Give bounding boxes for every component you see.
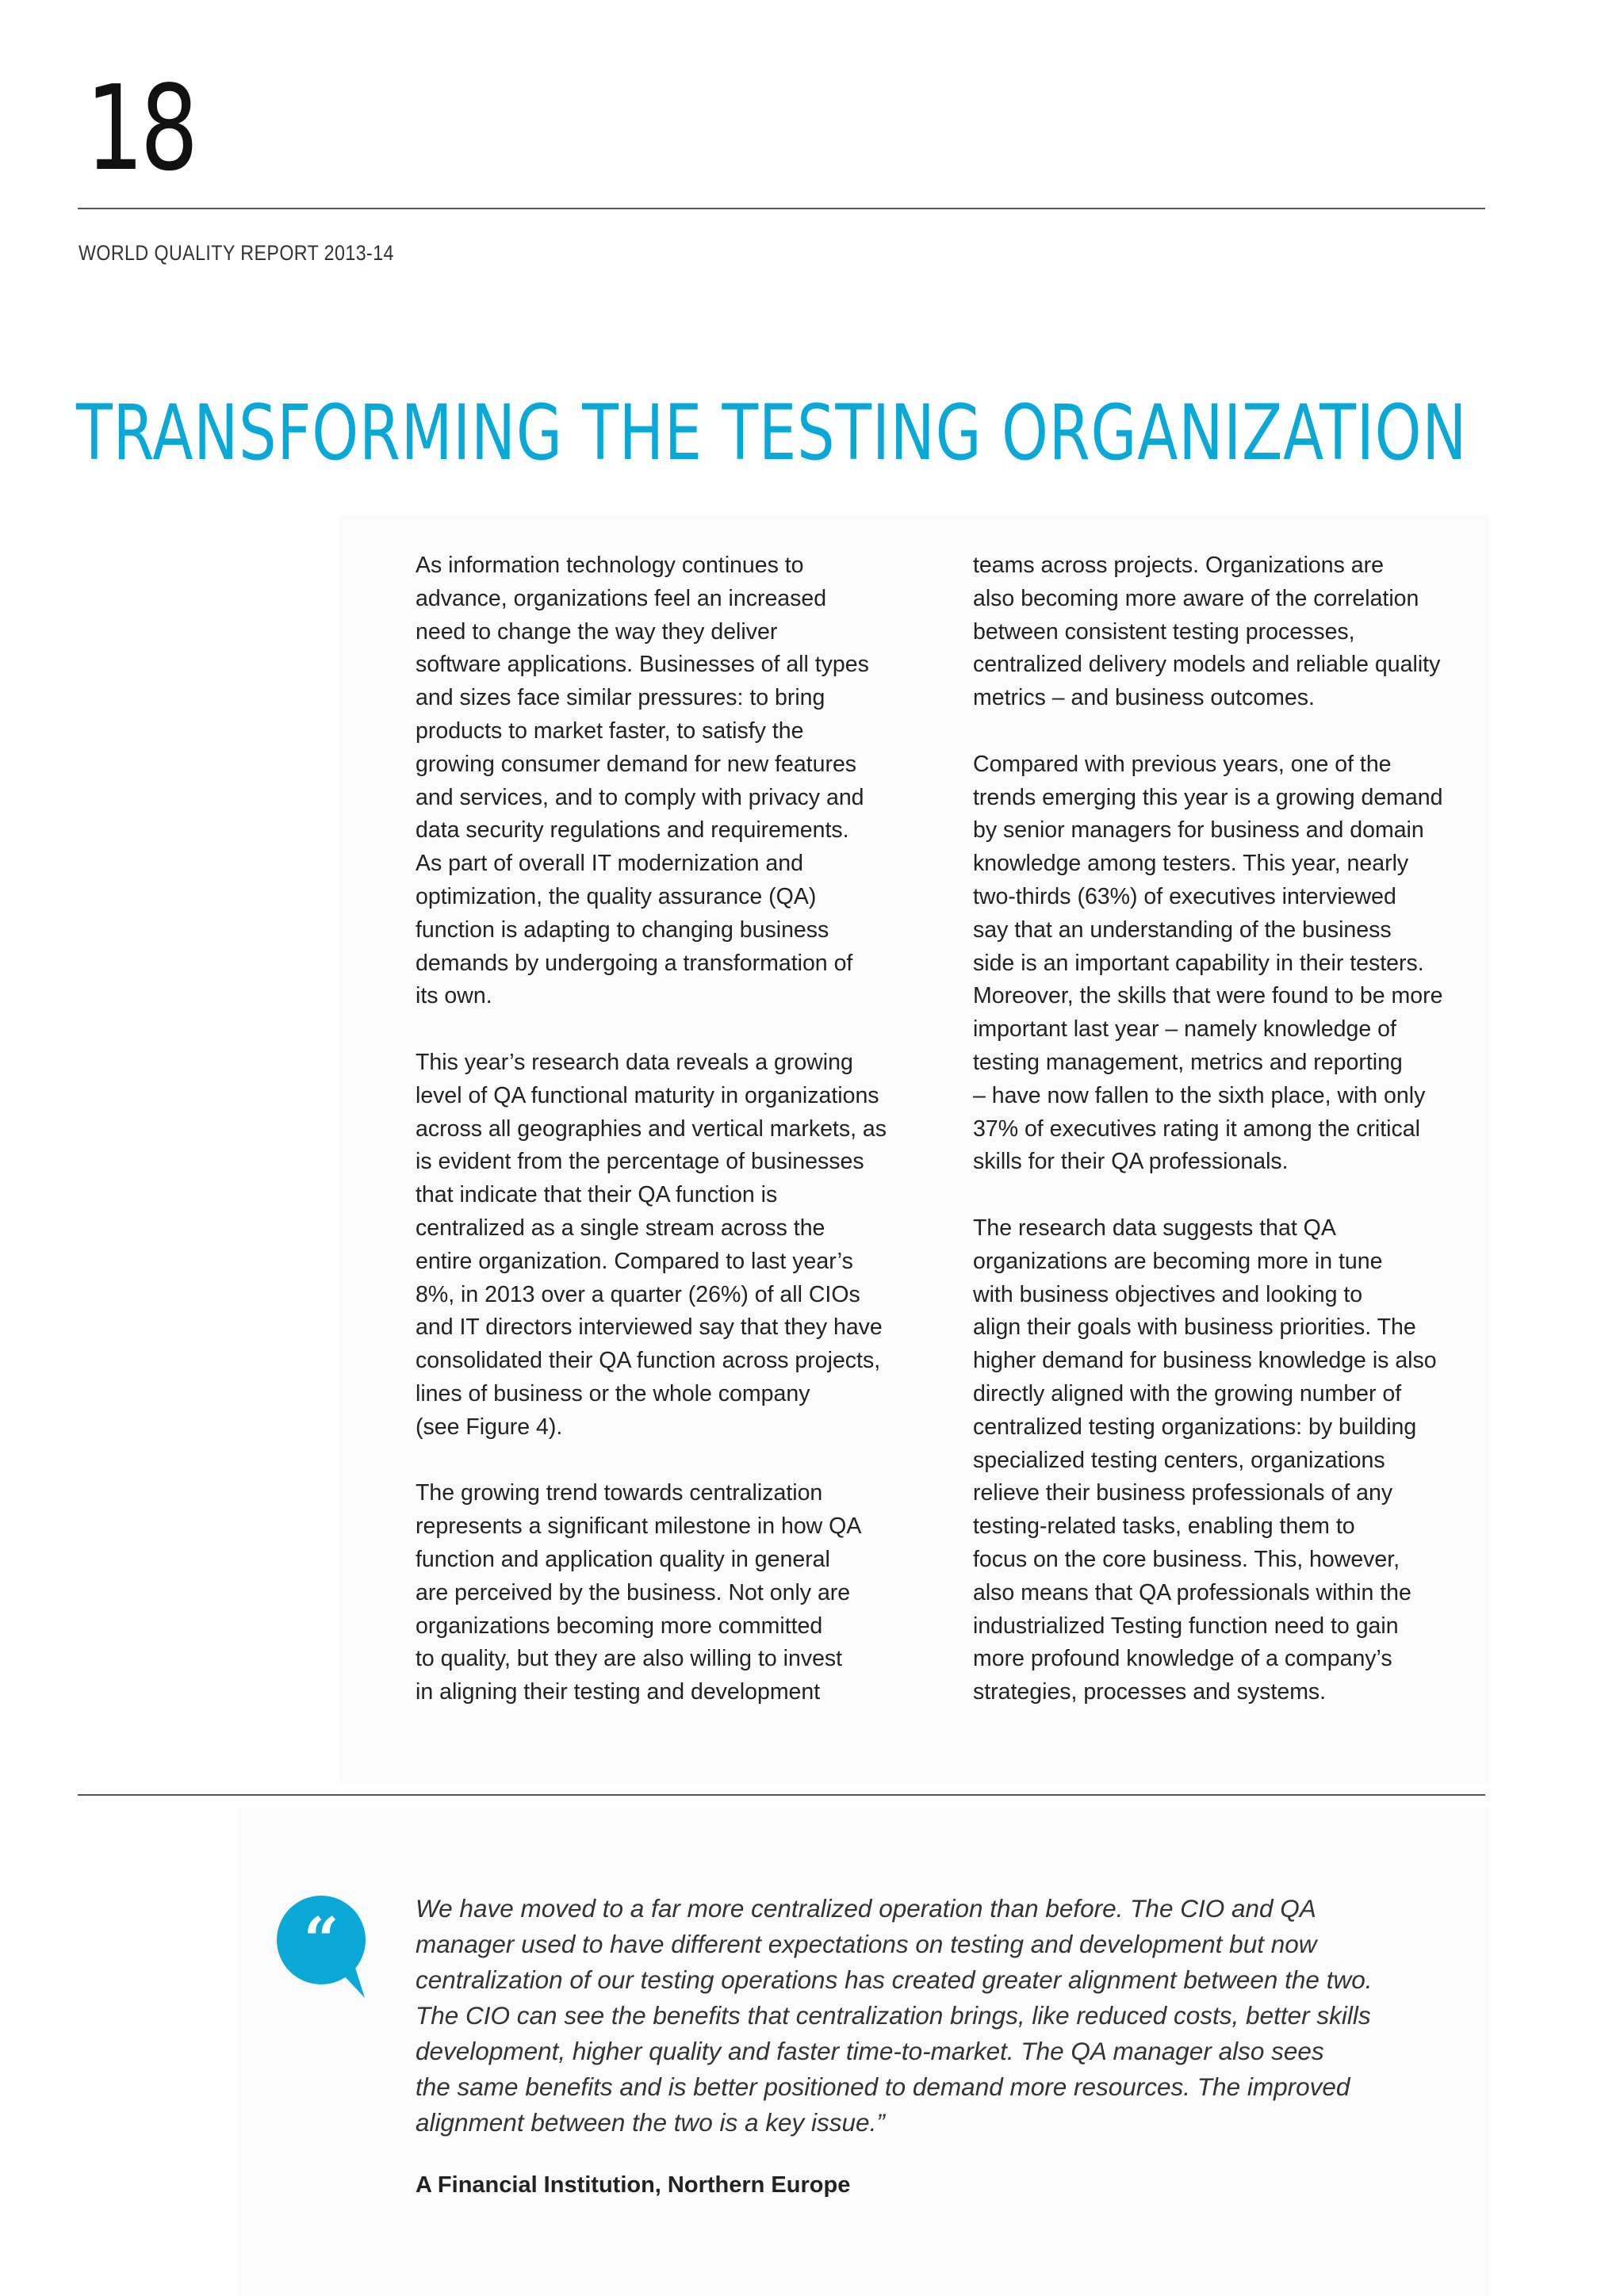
paragraph: As information technology continues to advance, organizations feel an increased need to change the way they deliver software applications. Businesses of all types and sizes face similar pressures: to bring products to market faster, to satisfy the growing consumer demand for new features and services, and to comply with privacy and data security regulations and requirements. As part of overall IT modernization and optimization, the quality assurance (QA) function is adapting to changing business demands by undergoing a transformation of its own. [416,553,869,1009]
section-divider [78,1794,1485,1796]
speech-bubble-quote-icon [276,1895,366,1998]
quote-text: We have moved to a far more centralized operation than before. The CIO and QA manager used to have different expectations on testing and development but now centralization of our testing operations has created greater alignment between the two. The CIO can see the benefits that centralization brings, like reduced costs, better skills development, higher quality and faster time-to-market. The QA manager also sees the same benefits and is better positioned to demand more resources. The improved alignment between the two is a key issue.” [416,1894,1373,2137]
paragraph: Compared with previous years, one of the trends emerging this year is a growing demand by senior managers for business and domain knowledge among testers. This year, nearly two-thirds (63%) of executives interviewed say that an understanding of the business side is an important capability in their testers. Moreover, the skills that were found to be more important last year – namely knowledge of testing management, metrics and reporting – have now fallen to the sixth place, with only 37% of executives rating it among the critical skills for their QA professionals. [973,751,1443,1175]
page-number: 18 [86,60,195,197]
paragraph: teams across projects. Organizations are also becoming more aware of the correlation between consistent testing processes, centralized delivery models and reliable quality metrics – and business outcomes. [973,553,1441,711]
header-divider [78,208,1485,209]
svg-text:“: “ [303,1904,339,1976]
paragraph: The growing trend towards centralization represents a significant milestone in how QA function and application quality in general are perceived by the business. Not only are organizations becoming more committed to quality, but they are also willing to invest in aligning their testing and development [416,1480,862,1705]
paragraph: The research data suggests that QA organizations are becoming more in tune with business objectives and looking to align their goals with business priorities. The higher demand for business knowledge is also directly aligned with the growing number of centralized testing organizations: by building specialized testing centers, organizations relieve their business professionals of any testing-related tasks, enabling them to focus on the core business. This, however, also means that QA professionals within the industrialized Testing function need to gain more profound knowledge of a company’s strategies, processes and systems. [973,1215,1437,1705]
right-column [973,549,1496,1743]
quote-source: A Financial Institution, Northern Europe [416,2172,851,2198]
section-title: TRANSFORMING THE TESTING ORGANIZATION [76,388,1468,477]
left-column [416,549,939,1743]
report-label: WORLD QUALITY REPORT 2013-14 [79,241,394,265]
paragraph: This year’s research data reveals a growing level of QA functional maturity in organizations across all geographies and vertical markets, as is evident from the percentage of businesses that indicate that their QA function is centralized as a single stream across the entire organization. Compared to last year’s 8%, in 2013 over a quarter (26%) of all CIOs and IT directors interviewed say that they have consolidated their QA function across projects, lines of business or the whole company (see Figure 4). [416,1049,887,1440]
